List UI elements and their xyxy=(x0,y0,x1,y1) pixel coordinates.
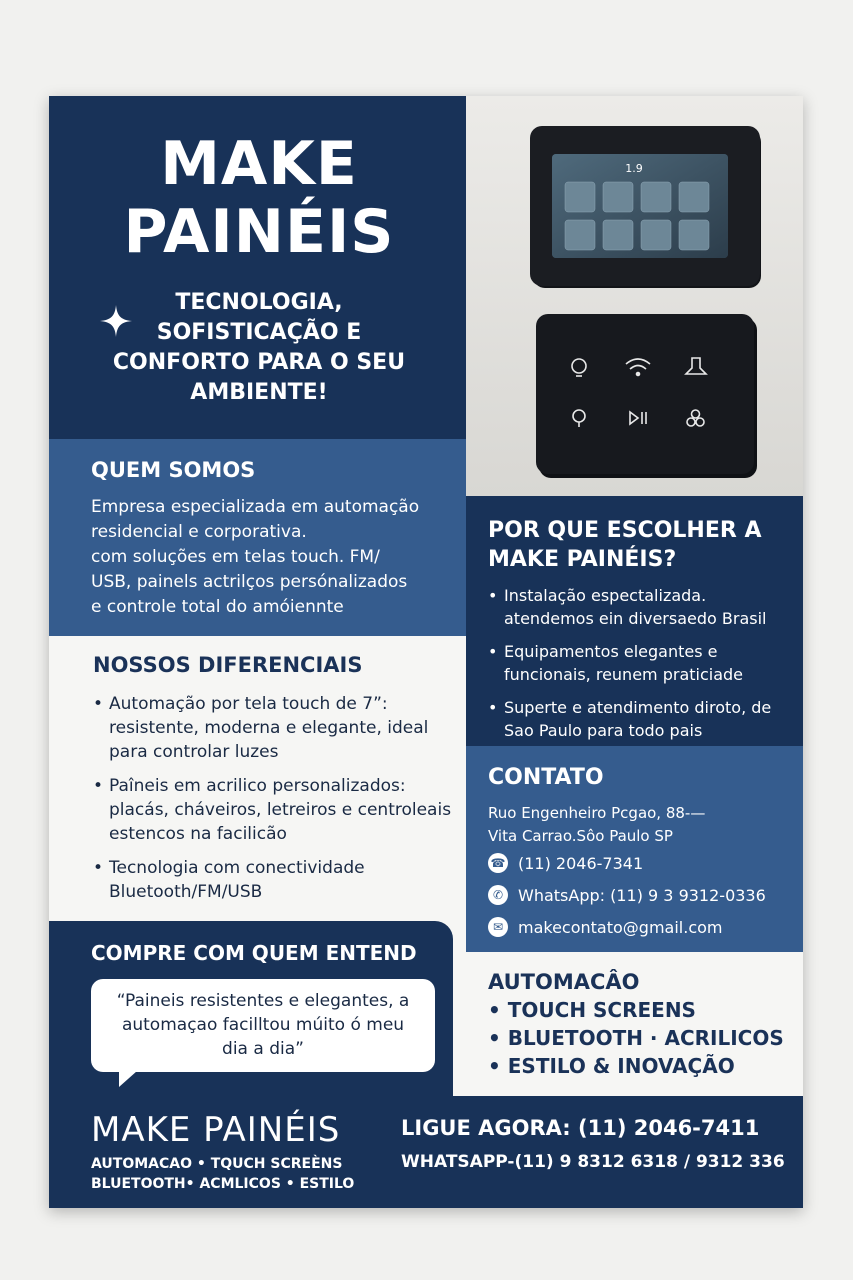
phone-icon: ☎ xyxy=(488,853,508,873)
quem-somos-title: QUEM SOMOS xyxy=(91,458,256,482)
touch-panel-illustration xyxy=(466,96,803,496)
por-que-item: • Instalação espectalizada. atendemos ein diversaedo Brasil xyxy=(488,584,798,630)
product-photo xyxy=(466,96,803,496)
quem-somos-line: residencial e corporativa. xyxy=(91,522,307,542)
diferenciais-title: NOSSOS DIFERENCIAIS xyxy=(93,653,363,677)
flyer xyxy=(49,96,803,1208)
por-que-title: POR QUE ESCOLHER A MAKE PAINÉIS? xyxy=(488,518,762,572)
brand-title xyxy=(69,130,449,266)
por-que-item: • Superte e atendimento diroto, de Sao Paulo para todo pais xyxy=(488,696,798,742)
brand-title-line1: MAKE xyxy=(160,129,358,199)
automacao-section xyxy=(466,952,803,1096)
footer-tags xyxy=(91,1154,381,1194)
automacao-item-label: BLUETOOTH · ACRILICOS xyxy=(507,1026,784,1050)
footer-whatsapp[interactable]: WHATSAPP-(11) 9 8312 6318 / 9312 336 xyxy=(401,1152,785,1172)
testimonial-quote: “Paineis resistentes e elegantes, a automaçao facilltou múito ó meu dia a dia” xyxy=(116,991,410,1059)
phone-number[interactable]: (11) 2046-7341 xyxy=(518,853,644,873)
automacao-item-label: TOUCH SCREENS xyxy=(507,998,696,1022)
automacao-item: • TOUCH SCREENS xyxy=(488,998,696,1022)
quem-somos-line: USB, painels actrilços persónalizados xyxy=(91,572,408,592)
automacao-item-label: ESTILO & INOVAÇÃO xyxy=(507,1054,735,1078)
compre-section xyxy=(49,921,453,1096)
diferenciais-list xyxy=(93,692,463,914)
quem-somos-line: com soluções em telas touch. FM/ xyxy=(91,547,380,567)
automacao-item: • ESTILO & INOVAÇÃO xyxy=(488,1054,735,1078)
testimonial-bubble xyxy=(91,979,435,1072)
diferencial-item: • Automação por tela touch de 7”: resistente, moderna e elegante, ideal para controlar luzes xyxy=(93,692,463,764)
automacao-title: AUTOMACÂO xyxy=(488,970,640,994)
automacao-list xyxy=(488,996,798,1080)
footer-brand: MAKE PAINÉIS xyxy=(91,1110,341,1150)
diferencial-item: • Tecnologia com conectividade Bluetooth/FM/USB xyxy=(93,856,463,904)
contato-title: CONTATO xyxy=(488,765,604,790)
phone-row[interactable] xyxy=(488,850,798,876)
diferencial-item: • Paîneis em acrilico personalizados: placás, cháveiros, letreiros e centroleais estencos na facilicão xyxy=(93,774,463,846)
automacao-item: • BLUETOOTH · ACRILICOS xyxy=(488,1026,784,1050)
contato-address xyxy=(488,802,798,848)
por-que-section xyxy=(466,496,803,746)
screen-status: 1.9 xyxy=(625,162,643,175)
footer-call-now[interactable]: LIGUE AGORA: (11) 2046-7411 xyxy=(401,1116,760,1140)
footer-tags-line: BLUETOOTH• ACMLICOS • ESTILO xyxy=(91,1176,355,1192)
address-line: Ruo Engenheiro Pcgao, 88-— xyxy=(488,804,706,822)
footer xyxy=(49,1096,803,1208)
por-que-item: • Equipamentos elegantes e funcionais, reunem praticiade xyxy=(488,640,798,686)
contato-section xyxy=(466,746,803,952)
bubble-tail xyxy=(119,1071,137,1087)
tagline: TECNOLOGIA, SOFISTICAÇÃO E CONFORTO PARA O SEU AMBIENTE! xyxy=(112,290,406,405)
footer-tags-line: AUTOMACAO • TQUCH SCREÈNS xyxy=(91,1156,343,1172)
compre-title: COMPRE COM QUEM ENTEND xyxy=(91,941,417,965)
quem-somos-line: Empresa especializada em automação xyxy=(91,497,420,517)
por-que-list xyxy=(488,584,798,752)
quem-somos-line: e controle total do amóiennte xyxy=(91,597,344,617)
hero-section xyxy=(49,96,466,439)
whatsapp-number[interactable]: WhatsApp: (11) 9 3 9312-0336 xyxy=(518,885,766,905)
email-row[interactable] xyxy=(488,914,798,940)
quem-somos-body xyxy=(91,495,461,620)
whatsapp-icon: ✆ xyxy=(488,885,508,905)
brand-title-line2: PAINÉIS xyxy=(123,197,395,267)
quem-somos-section xyxy=(49,439,466,636)
diferenciais-section xyxy=(49,636,466,921)
email-icon: ✉ xyxy=(488,917,508,937)
address-line: Vita Carrao.Sôo Paulo SP xyxy=(488,827,673,845)
email-address[interactable]: makecontato@gmail.com xyxy=(518,917,723,937)
whatsapp-row[interactable] xyxy=(488,882,798,908)
